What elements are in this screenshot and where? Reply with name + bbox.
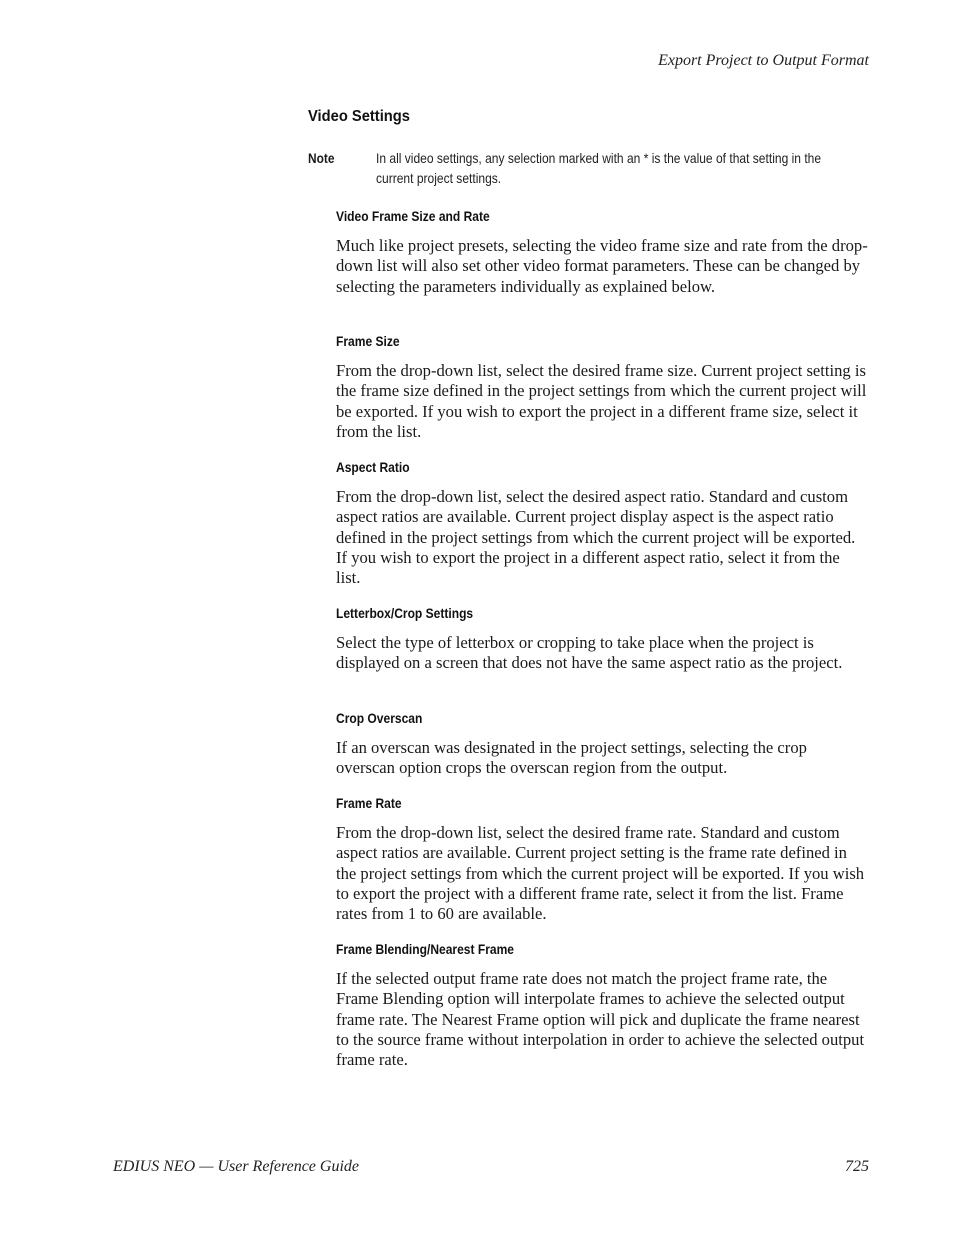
subsection-video-frame-size-and-rate	[336, 207, 876, 297]
subsection-heading: Frame Size	[336, 333, 400, 349]
subsection-heading: Frame Blending/Nearest Frame	[336, 941, 514, 957]
note-label: Note	[308, 150, 335, 166]
subsection-body: Much like project presets, selecting the video frame size and rate from the drop-down list will also set other video format parameters. These can be changed by selecting the parameters individually as explained below.	[336, 236, 868, 296]
subsection-body: If the selected output frame rate does not match the project frame rate, the Frame Blending option will interpolate frames to achieve the selected output frame rate. The Nearest Frame option will pick and duplicate the frame nearest to the source frame without interpolation in order to achieve the selected output frame rate.	[336, 969, 865, 1070]
footer-page-number: 725	[845, 1158, 869, 1175]
subsection-letterbox-crop-settings	[336, 604, 876, 674]
running-header: Export Project to Output Format	[658, 52, 869, 69]
note-block	[308, 149, 868, 189]
section-title: Video Settings	[308, 108, 410, 125]
subsection-heading: Letterbox/Crop Settings	[336, 605, 474, 621]
subsection-frame-rate	[336, 794, 876, 924]
subsection-frame-blending-nearest-frame	[336, 940, 876, 1070]
subsection-aspect-ratio	[336, 458, 876, 588]
subsection-heading: Crop Overscan	[336, 710, 423, 726]
subsection-body: From the drop-down list, select the desired frame rate. Standard and custom aspect ratios are available. Current project setting is the frame rate defined in the project settings from which the current project will be exported. If you wish to export the project with a different frame rate, select it from the list. Frame rates from 1 to 60 are available.	[336, 823, 865, 924]
footer-guide-title: EDIUS NEO — User Reference Guide	[113, 1158, 360, 1175]
subsection-frame-size	[336, 332, 876, 442]
subsection-heading: Frame Rate	[336, 795, 402, 811]
subsection-body: From the drop-down list, select the desired aspect ratio. Standard and custom aspect ratios are available. Current project display aspect is the aspect ratio defined in the project settings from which the current project will be exported. If you wish to export the project in a different aspect ratio, select it from the list.	[336, 487, 856, 588]
note-text: In all video settings, any selection marked with an * is the value of that setting in the current project settings.	[376, 150, 822, 186]
subsection-body: If an overscan was designated in the project settings, selecting the crop overscan option crops the overscan region from the output.	[336, 738, 807, 778]
subsection-crop-overscan	[336, 709, 876, 779]
subsection-body: From the drop-down list, select the desired frame size. Current project setting is the frame size defined in the project settings from which the current project will be exported. If you wish to export the project in a different frame size, select it from the list.	[336, 361, 867, 441]
subsection-body: Select the type of letterbox or cropping to take place when the project is displayed on a screen that does not have the same aspect ratio as the project.	[336, 633, 843, 673]
subsection-heading: Video Frame Size and Rate	[336, 208, 490, 224]
subsection-heading: Aspect Ratio	[336, 459, 410, 475]
